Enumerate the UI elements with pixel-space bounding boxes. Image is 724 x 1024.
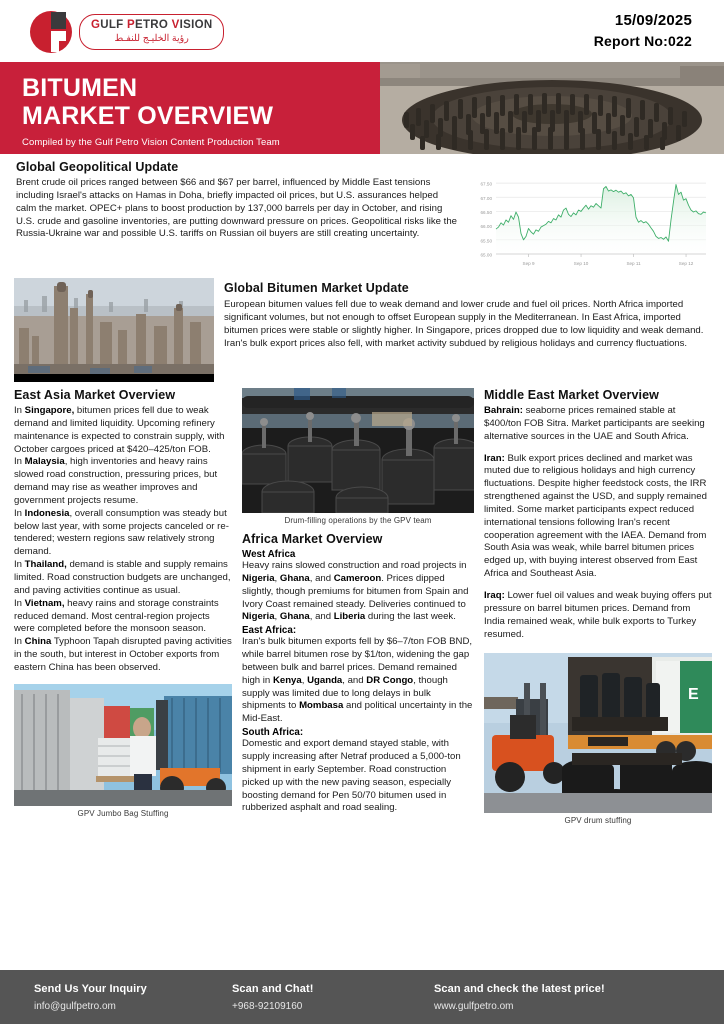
footer-price-title: Scan and check the latest price! bbox=[434, 983, 605, 995]
footer-website[interactable]: www.gulfpetro.om bbox=[434, 1001, 514, 1012]
country-name: Nigeria bbox=[242, 611, 275, 623]
country-name: Nigeria bbox=[242, 572, 275, 584]
africa-heading: Africa Market Overview bbox=[242, 532, 383, 546]
drum-stuffing-photo bbox=[484, 653, 712, 813]
country-name: Liberia bbox=[333, 611, 366, 623]
iraq-label: Iraq: bbox=[484, 589, 505, 601]
svg-text:E: E bbox=[688, 686, 699, 704]
top-bar bbox=[0, 0, 724, 62]
country-name: Cameroon bbox=[333, 572, 382, 584]
footer-price bbox=[434, 983, 605, 1012]
iraq-paragraph bbox=[484, 590, 712, 641]
hero-banner bbox=[0, 62, 724, 154]
svg-text:65.00: 65.00 bbox=[480, 252, 492, 258]
middle-east-heading: Middle East Market Overview bbox=[484, 388, 659, 402]
jumbo-bag-caption: GPV Jumbo Bag Stuffing bbox=[77, 808, 169, 818]
svg-text:67.50: 67.50 bbox=[480, 181, 492, 187]
country-name: Ghana bbox=[279, 611, 310, 623]
brand-name-ar: رؤية الخليـج للنفـط bbox=[114, 32, 189, 44]
section-global-geopolitical bbox=[16, 160, 458, 241]
brand-logo bbox=[30, 11, 224, 53]
global-bitumen-heading: Global Bitumen Market Update bbox=[224, 281, 409, 295]
country-name: Malaysia bbox=[24, 456, 65, 468]
south-africa-body: Domestic and export demand stayed stable, with supply increasing after Netraf produced a 5,000-ton shipment in early September. Road construction picked up with the new paving season, especially boosting demand for Pen 50/70 bitumen used in rubberized asphalt and road sealing. bbox=[242, 738, 461, 814]
iran-paragraph bbox=[484, 453, 712, 581]
svg-text:Sep 9: Sep 9 bbox=[522, 261, 535, 266]
country-name: Ghana bbox=[279, 572, 310, 584]
country-name: Thailand, bbox=[24, 559, 67, 571]
bahrain-paragraph bbox=[484, 405, 712, 444]
report-meta bbox=[594, 12, 692, 49]
country-name: China bbox=[24, 636, 52, 648]
south-africa-subhead: South Africa: bbox=[242, 727, 304, 739]
bahrain-body: seaborne prices remained stable at $400/ton FOB Sitra. Market participants are seeking alternative sources in the UAE and South Africa. bbox=[484, 405, 705, 442]
east-asia-paragraph: In Thailand, demand is stable and supply remains limited. Road construction budgets are unchanged, and paving activities continue as usual. bbox=[14, 559, 231, 596]
hero-title-block bbox=[0, 62, 380, 154]
hero-photo-drum-yard bbox=[380, 62, 724, 154]
east-asia-paragraph: In Malaysia, high inventories and heavy rains slowed road construction, pressuring prices, but demand may rise as weather improves and government projects resume. bbox=[14, 456, 218, 506]
iraq-body: Lower fuel oil values and weak buying offers put pressure on barrel bitumen prices. Demand from India remained weak, while bulk exports to Turkey resumed. bbox=[484, 589, 712, 640]
iran-label: Iran: bbox=[484, 452, 505, 464]
report-number: Report No:022 bbox=[593, 33, 692, 49]
west-africa-subhead: West Africa bbox=[242, 549, 296, 560]
svg-text:Sep 12: Sep 12 bbox=[678, 261, 694, 266]
brand-name-en: GULF PETRO VISION bbox=[91, 18, 213, 31]
brand-name-box bbox=[79, 14, 224, 50]
east-africa-subhead: East Africa: bbox=[242, 625, 297, 637]
gpv-logo-icon bbox=[30, 11, 72, 53]
report-date: 15/09/2025 bbox=[614, 12, 692, 29]
east-asia-paragraph: In China Typhoon Tapah disrupted paving activities in the south, but interest in October exports from eastern China has been observed. bbox=[14, 636, 232, 673]
east-africa-body: Iran's bulk bitumen exports fell by $6–7/ton FOB BND, while barrel bitumen rose by $1/ton, widening the gap between bulk and barrel prices. Demand remained high in Kenya, Uganda, and DR Congo, though supply was limited due to long delays in bulk shipments to Mombasa and political uncertainty in the Mid-East. bbox=[242, 636, 473, 725]
global-bitumen-body: European bitumen values fell due to weak demand and lower crude and fuel oil prices. North Africa imported significant volumes, but not enough to offset European supply in the Mediterranean. In East Africa, imported bitumen prices were stable or slightly higher. In Singapore, prices dropped due to low liquidity and weak demand. Iran's bulk export prices also fell, with market activity subdued by religious holidays and currency fluctuations. bbox=[224, 299, 704, 349]
footer-inquiry-email[interactable]: info@gulfpetro.om bbox=[34, 1001, 116, 1012]
footer-inquiry-title: Send Us Your Inquiry bbox=[34, 983, 147, 995]
iran-body: Bulk export prices declined and market was muted due to religious holidays and high currency fluctuations. Despite higher feedstock costs, the IRR strengthened against the USD, and supply remained limited. Some market participants expect reduced international tensions following Iran's recent cooperation agreement with the IAEA. Demand from South Asia was weak, while barrel bitumen prices edged up, with buying interest observed from East Africa and Southeast Asia. bbox=[484, 452, 707, 580]
section-middle-east bbox=[484, 388, 712, 825]
drum-filling-caption: Drum-filling operations by the GPV team bbox=[284, 516, 432, 525]
country-name: Singapore, bbox=[24, 405, 75, 416]
country-name: Uganda bbox=[307, 674, 343, 686]
hero-subtitle: Compiled by the Gulf Petro Vision Content Production Team bbox=[22, 137, 280, 148]
svg-text:66.00: 66.00 bbox=[480, 224, 492, 230]
footer-inquiry bbox=[34, 983, 147, 1012]
brent-price-chart bbox=[466, 168, 712, 276]
jumbo-bag-photo bbox=[14, 684, 232, 806]
country-name: Kenya bbox=[272, 674, 302, 686]
refinery-photo bbox=[14, 278, 214, 382]
hero-title-line-1: BITUMEN bbox=[22, 74, 138, 102]
drum-filling-photo bbox=[242, 388, 474, 513]
east-asia-heading: East Asia Market Overview bbox=[14, 388, 176, 402]
footer-chat-phone[interactable]: +968-92109160 bbox=[232, 1001, 303, 1012]
footer-bar bbox=[0, 970, 724, 1024]
east-asia-paragraph: In Singapore, bitumen prices fell due to weak demand and limited liquidity. Upcoming refinery maintenance is expected to constrain supply, with October cargoes priced at $420–425/ton FOB. bbox=[14, 405, 225, 455]
svg-text:Sep 10: Sep 10 bbox=[573, 261, 589, 266]
svg-text:Sep 11: Sep 11 bbox=[626, 261, 641, 266]
section-africa bbox=[242, 388, 474, 815]
svg-text:66.50: 66.50 bbox=[480, 210, 492, 216]
footer-chat-title: Scan and Chat! bbox=[232, 983, 314, 995]
hero-title-line-2: MARKET OVERVIEW bbox=[22, 102, 274, 130]
west-africa-body: Heavy rains slowed construction and road projects in Nigeria, Ghana, and Cameroon. Prices dipped slightly, though premiums for bitumen from Spain and Ivory Coast remained steady. Deliveries continued to Nigeria, Ghana, and Liberia during the last week. bbox=[242, 560, 469, 623]
drum-stuffing-caption: GPV drum stuffing bbox=[564, 816, 632, 826]
country-name: Mombasa bbox=[299, 700, 344, 712]
country-name: Indonesia bbox=[24, 507, 70, 519]
east-asia-paragraph: In Vietnam, heavy rains and storage constraints reduced demand. Most central-region projects were completed before the monsoon season. bbox=[14, 597, 219, 635]
geopolitical-body: Brent crude oil prices ranged between $66 and $67 per barrel, influenced by Middle East tensions including Israel's attacks on Hamas in Doha, briefly impacted oil prices, but U.S. assurances helped calm the market. OPEC+ plans to boost production by 137,000 barrels per day in October, and rising U.S. crude and gasoline inventories, are putting downward pressure on prices. Geopolitical risks like the Russia-Ukraine war and possible U.S. tariffs on Russian oil buyers are still creating uncertainty. bbox=[16, 177, 458, 240]
svg-text:67.00: 67.00 bbox=[480, 195, 492, 201]
geopolitical-heading: Global Geopolitical Update bbox=[16, 160, 179, 174]
country-name: Vietnam, bbox=[24, 597, 65, 609]
east-asia-body bbox=[14, 405, 232, 675]
footer-chat bbox=[232, 983, 313, 1012]
east-asia-paragraph: In Indonesia, overall consumption was steady but below last year, with some projects canceled or re-tendered; western regions saw relatively strong demand. bbox=[14, 507, 229, 558]
section-global-bitumen bbox=[224, 281, 712, 350]
section-east-asia bbox=[14, 388, 232, 818]
svg-text:65.50: 65.50 bbox=[480, 238, 492, 244]
bahrain-label: Bahrain: bbox=[484, 405, 523, 416]
country-name: DR Congo bbox=[366, 674, 414, 686]
